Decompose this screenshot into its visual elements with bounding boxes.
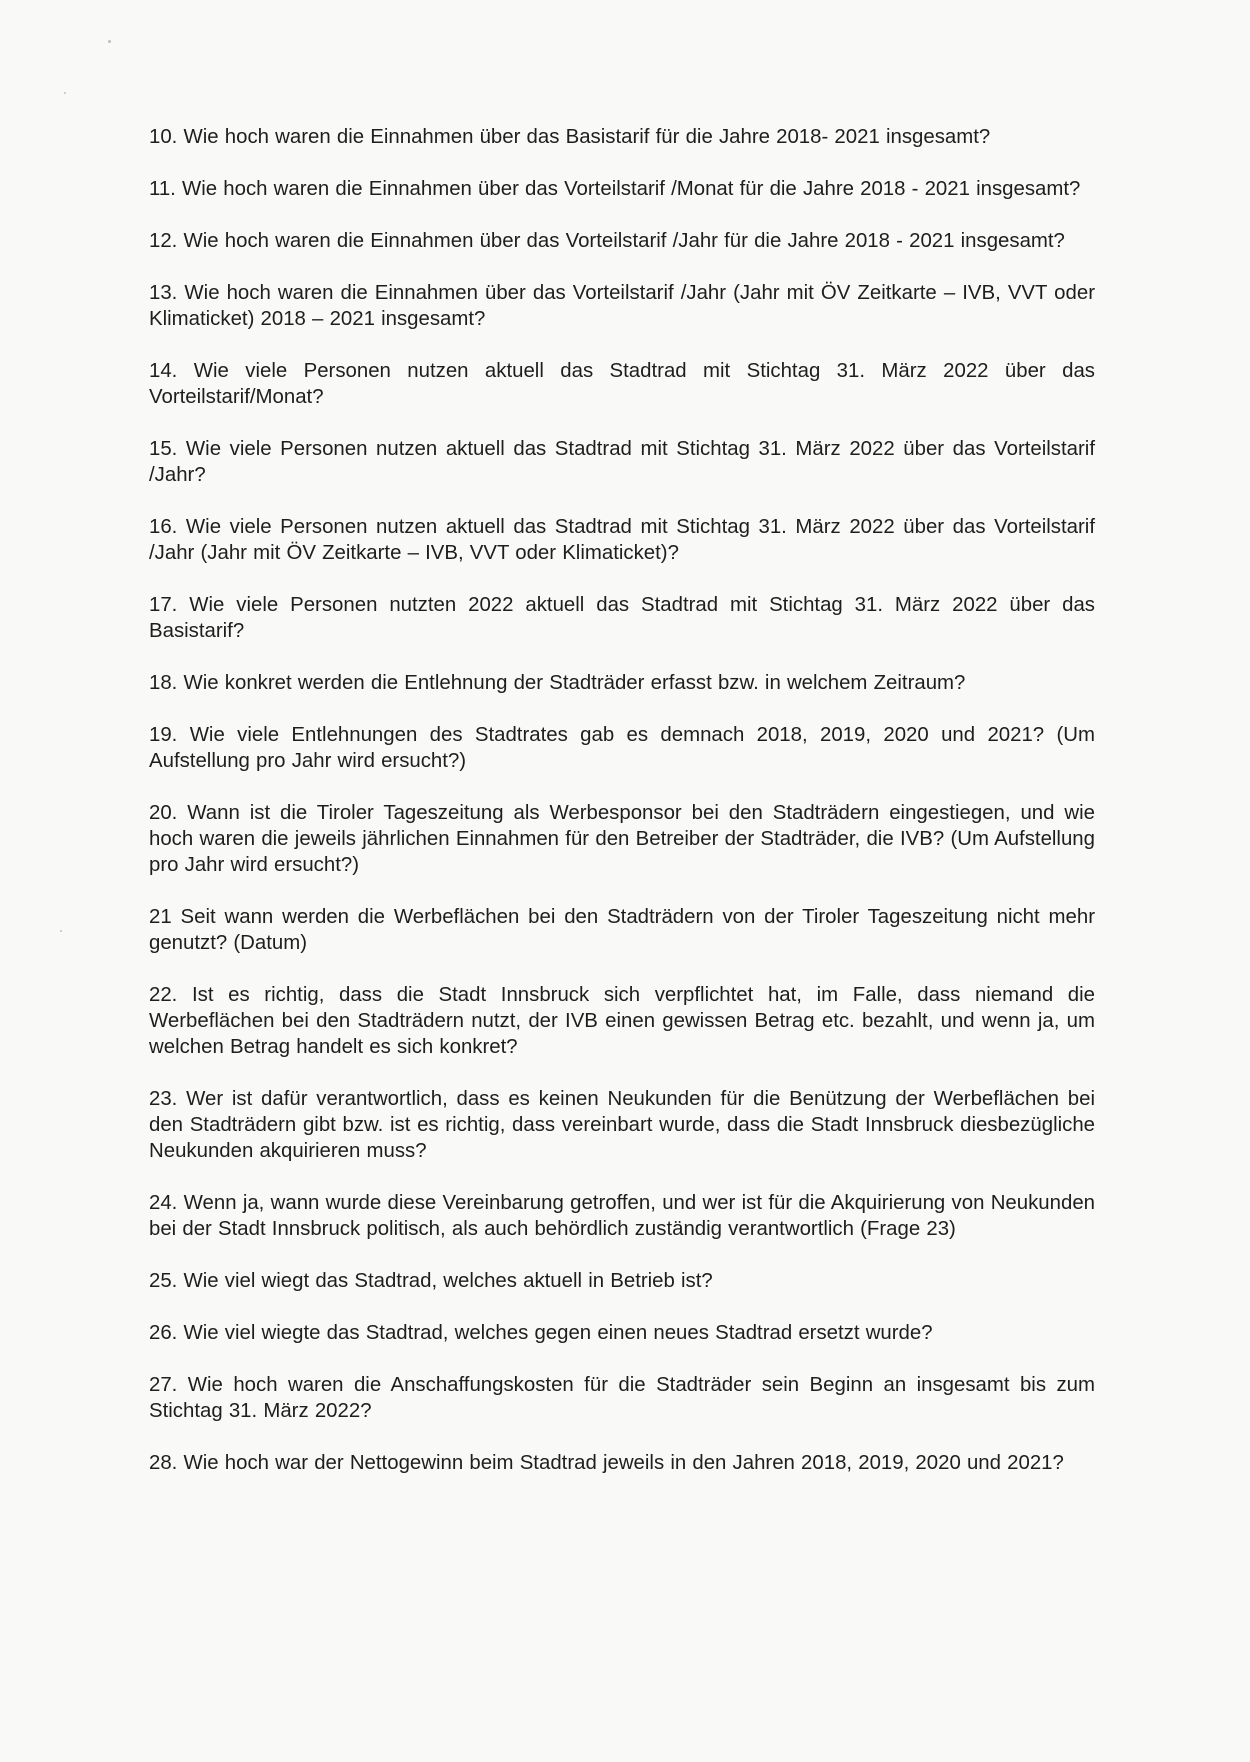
- question-21: 21 Seit wann werden die Werbeflächen bei den Stadträdern von der Tiroler Tageszeitung nicht mehr genutzt? (Datum): [149, 906, 1095, 954]
- question-24: 24. Wenn ja, wann wurde diese Vereinbarung getroffen, und wer ist für die Akquirierung von Neukunden bei der Stadt Innsbruck politisch, als auch behördlich zuständig verantwortlich (Frage 23): [149, 1192, 1095, 1240]
- question-15: 15. Wie viele Personen nutzen aktuell das Stadtrad mit Stichtag 31. März 2022 über das Vorteilstarif /Jahr?: [149, 438, 1095, 486]
- question-27: 27. Wie hoch waren die Anschaffungskosten für die Stadträder sein Beginn an insgesamt bis zum Stichtag 31. März 2022?: [149, 1374, 1095, 1422]
- question-23: 23. Wer ist dafür verantwortlich, dass es keinen Neukunden für die Benützung der Werbeflächen bei den Stadträdern gibt bzw. ist es richtig, dass vereinbart wurde, dass die Stadt Innsbruck diesbezügliche Neukunden akquirieren muss?: [149, 1088, 1095, 1162]
- question-17: 17. Wie viele Personen nutzten 2022 aktuell das Stadtrad mit Stichtag 31. März 2022 über das Basistarif?: [149, 594, 1095, 642]
- question-13: 13. Wie hoch waren die Einnahmen über das Vorteilstarif /Jahr (Jahr mit ÖV Zeitkarte – IVB, VVT oder Klimaticket) 2018 – 2021 insgesamt?: [149, 282, 1095, 330]
- question-20: 20. Wann ist die Tiroler Tageszeitung als Werbesponsor bei den Stadträdern eingestiegen, und wie hoch waren die jeweils jährlichen Einnahmen für den Betreiber der Stadträder, die IVB? (Um Aufstellung pro Jahr wird ersucht?): [149, 802, 1095, 876]
- question-22: 22. Ist es richtig, dass die Stadt Innsbruck sich verpflichtet hat, im Falle, dass niemand die Werbeflächen bei den Stadträdern nutzt, der IVB einen gewissen Betrag etc. bezahlt, und wenn ja, um welchen Betrag handelt es sich konkret?: [149, 984, 1095, 1058]
- question-19: 19. Wie viele Entlehnungen des Stadtrates gab es demnach 2018, 2019, 2020 und 2021? (Um Aufstellung pro Jahr wird ersucht?): [149, 724, 1095, 772]
- question-12: 12. Wie hoch waren die Einnahmen über das Vorteilstarif /Jahr für die Jahre 2018 - 2021 insgesamt?: [149, 230, 1065, 252]
- question-10: 10. Wie hoch waren die Einnahmen über das Basistarif für die Jahre 2018- 2021 insgesamt?: [149, 126, 991, 148]
- question-25: 25. Wie viel wiegt das Stadtrad, welches aktuell in Betrieb ist?: [149, 1270, 713, 1292]
- question-list: [149, 124, 1095, 1502]
- question-14: 14. Wie viele Personen nutzen aktuell das Stadtrad mit Stichtag 31. März 2022 über das Vorteilstarif/Monat?: [149, 360, 1095, 408]
- scan-speck: [64, 92, 66, 94]
- scan-speck: [108, 40, 111, 43]
- scan-speck: [60, 930, 62, 932]
- question-11: 11. Wie hoch waren die Einnahmen über das Vorteilstarif /Monat für die Jahre 2018 - 2021 insgesamt?: [149, 178, 1081, 200]
- question-26: 26. Wie viel wiegte das Stadtrad, welches gegen einen neues Stadtrad ersetzt wurde?: [149, 1322, 933, 1344]
- question-16: 16. Wie viele Personen nutzen aktuell das Stadtrad mit Stichtag 31. März 2022 über das Vorteilstarif /Jahr (Jahr mit ÖV Zeitkarte – IVB, VVT oder Klimaticket)?: [149, 516, 1095, 564]
- question-28: 28. Wie hoch war der Nettogewinn beim Stadtrad jeweils in den Jahren 2018, 2019, 2020 und 2021?: [149, 1452, 1064, 1474]
- question-18: 18. Wie konkret werden die Entlehnung der Stadträder erfasst bzw. in welchem Zeitraum?: [149, 672, 966, 694]
